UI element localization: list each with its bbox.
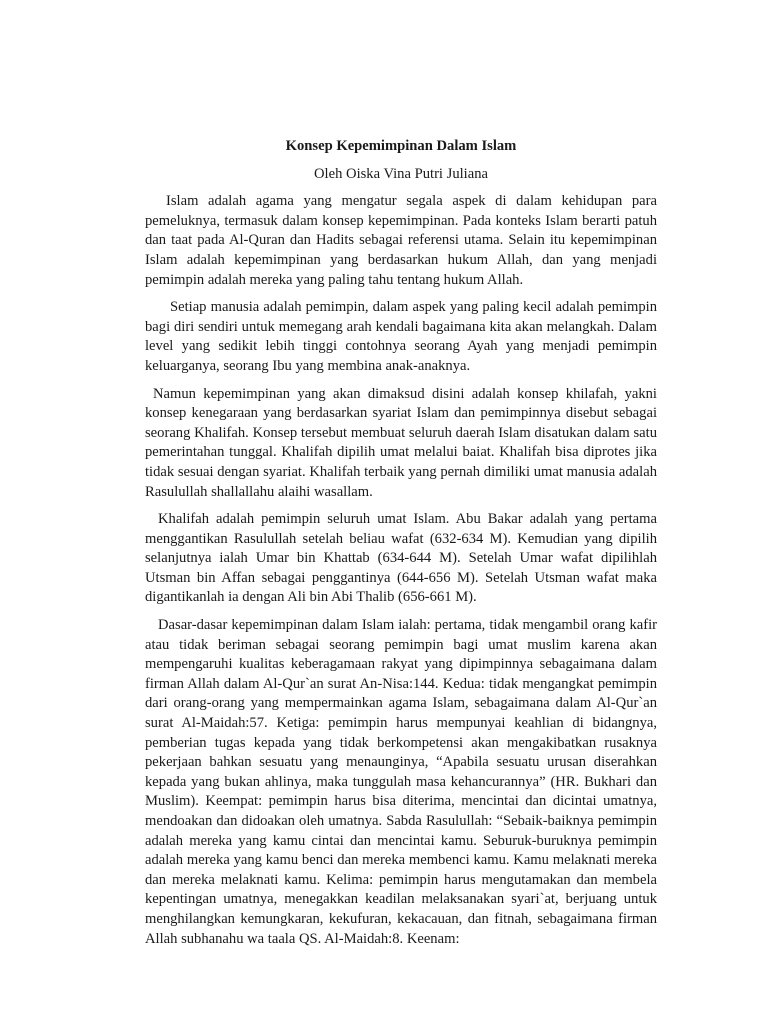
document-title: Konsep Kepemimpinan Dalam Islam (285, 138, 517, 154)
paragraph-3: Namun kepemimpinan yang akan dimaksud disini adalah konsep khilafah, yakni konsep kenegaraan yang berdasarkan syariat Islam dan pemimpinnya disebut sebagai seorang Khalifah. Konsep tersebut membuat seluruh daerah Islam disatukan dalam satu pemerintahan tunggal. Khalifah dipilih umat melalui baiat. Khalifah bisa diprotes jika tidak sesuai dengan syariat. Khalifah terbaik yang pernah dimiliki umat manusia adalah Rasulullah shallallahu alaihi wasallam. (145, 385, 657, 500)
document-author: Oleh Oiska Vina Putri Juliana (314, 165, 488, 182)
paragraph-1: Islam adalah agama yang mengatur segala aspek di dalam kehidupan para pemeluknya, termasuk dalam konsep kepemimpinan. Pada konteks Islam berarti patuh dan taat pada Al-Quran dan Hadits sebagai referensi utama. Selain itu kepemimpinan Islam adalah kepemimpinan yang berdasarkan hukum Allah, dan yang menjadi pemimpin adalah mereka yang paling tahu tentang hukum Allah. (145, 193, 657, 288)
paragraph-4: Khalifah adalah pemimpin seluruh umat Islam. Abu Bakar adalah yang pertama menggantikan Rasulullah setelah beliau wafat (632-634 M). Kemudian yang dipilih selanjutnya ialah Umar bin Khattab (634-644 M). Setelah Umar wafat dipilihlah Utsman bin Affan sebagai penggantinya (644-656 M). Setelah Utsman wafat maka digantikanlah ia dengan Ali bin Abi Thalib (656-661 M). (145, 511, 657, 606)
document-body (145, 137, 657, 957)
paragraph-2: Setiap manusia adalah pemimpin, dalam aspek yang paling kecil adalah pemimpin bagi diri sendiri untuk memegang arah kendali bagaimana kita akan melangkah. Dalam level yang sedikit lebih tinggi contohnya seorang Ayah yang menjadi pemimpin keluarganya, seorang Ibu yang membina anak-anaknya. (145, 299, 657, 374)
paragraph-5: Dasar-dasar kepemimpinan dalam Islam ialah: pertama, tidak mengambil orang kafir atau tidak beriman sebagai seorang pemimpin bagi umat muslim karena akan mempengaruhi kualitas keberagamaan rakyat yang dipimpinnya sebagaimana dalam firman Allah dalam Al-Qur`an surat An-Nisa:144. Kedua: tidak mengangkat pemimpin dari orang-orang yang mempermainkan agama Islam, sebagaimana dalam Al-Qur`an surat Al-Maidah:57. Ketiga: pemimpin harus mempunyai keahlian di bidangnya, pemberian tugas kepada yang tidak berkompetensi akan mengakibatkan rusaknya pekerjaan bahkan sesuatu yang menaunginya, “Apabila sesuatu urusan diserahkan kepada yang bukan ahlinya, maka tunggulah masa kehancurannya” (HR. Bukhari dan Muslim). Keempat: pemimpin harus bisa diterima, mencintai dan dicintai umatnya, mendoakan dan didoakan oleh umatnya. Sabda Rasulullah: “Sebaik-baiknya pemimpin adalah mereka yang kamu cintai dan mencintai kamu. Seburuk-buruknya pemimpin adalah mereka yang kamu benci dan mereka membenci kamu. Kamu melaknati mereka dan mereka melaknati kamu. Kelima: pemimpin harus mengutamakan dan membela kepentingan umatnya, menegakkan keadilan melaksanakan syari`at, berjuang untuk menghilangkan kemungkaran, kekufuran, kekacauan, dan fitnah, sebagaimana firman Allah subhanahu wa taala QS. Al-Maidah:8. Keenam: (145, 617, 657, 947)
